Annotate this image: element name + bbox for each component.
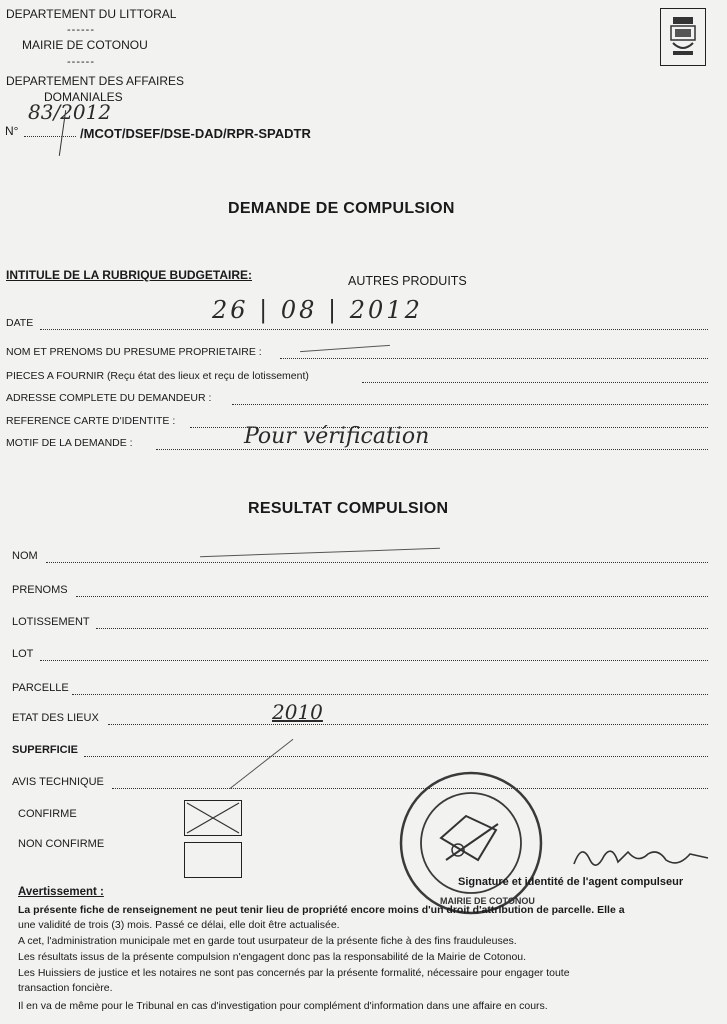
date-label: DATE [6, 317, 34, 329]
result-nom-dots [46, 562, 708, 563]
confirme-label: CONFIRME [18, 808, 77, 820]
warning-paragraph-1a: La présente fiche de renseignement ne peut tenir lieu de propriété encore moins d'un droit d'attribution de parcelle. Elle a [18, 904, 625, 916]
result-lot-dots [40, 660, 708, 661]
header-department: DEPARTEMENT DU LITTORAL [6, 7, 177, 21]
section-title-resultat: RESULTAT COMPULSION [248, 500, 449, 517]
reference-handwritten: 83/2012 [28, 100, 112, 124]
confirme-checkbox[interactable] [184, 800, 242, 836]
address-label: ADRESSE COMPLETE DU DEMANDEUR : [6, 392, 212, 404]
section-title-demande: DEMANDE DE COMPULSION [228, 200, 455, 217]
coat-of-arms-icon [661, 9, 705, 65]
check-cross-icon [185, 801, 241, 835]
result-nom-label: NOM [12, 550, 38, 562]
reference-prefix: N° [5, 124, 19, 138]
header-mairie: MAIRIE DE COTONOU [22, 38, 148, 52]
header-separator: ------ [67, 56, 95, 68]
coat-of-arms-box [660, 8, 706, 66]
motif-handwritten: Pour vérification [244, 424, 430, 449]
warning-paragraph-1b: une validité de trois (3) mois. Passé ce délai, elle doit être actualisée. [18, 919, 340, 931]
redacted-name-mark [300, 345, 390, 352]
motif-label: MOTIF DE LA DEMANDE : [6, 437, 133, 449]
motif-dots [156, 449, 708, 450]
warning-paragraph-4b: transaction foncière. [18, 982, 113, 994]
id-card-label: REFERENCE CARTE D'IDENTITE : [6, 415, 176, 427]
result-lot-label: LOT [12, 648, 34, 660]
reference-dots [24, 136, 76, 137]
rubrique-value: AUTRES PRODUITS [348, 274, 467, 288]
official-stamp [396, 768, 546, 918]
result-lotissement-label: LOTISSEMENT [12, 616, 90, 628]
result-lotissement-dots [96, 628, 708, 629]
result-prenoms-dots [76, 596, 708, 597]
address-dots [232, 404, 708, 405]
reference-code: /MCOT/DSEF/DSE-DAD/RPR-SPADTR [80, 126, 311, 141]
result-superficie-label: SUPERFICIE [12, 744, 79, 756]
header-domaniales: DOMANIALES [44, 90, 123, 104]
owner-name-label: NOM ET PRENOMS DU PRESUME PROPRIETAIRE : [6, 346, 262, 358]
pieces-label: PIECES A FOURNIR (Reçu état des lieux et reçu de lotissement) [6, 370, 309, 382]
warning-paragraph-4a: Les Huissiers de justice et les notaires ne sont pas concernés par la présente formalité, nécessaire pour engager toute [18, 967, 570, 979]
non-confirme-label: NON CONFIRME [18, 838, 105, 850]
non-confirme-checkbox[interactable] [184, 842, 242, 878]
warning-paragraph-3: Les résultats issus de la présente compulsion n'engagent donc pas la responsabilité de la Mairie de Cotonou. [18, 951, 527, 963]
result-avis-label: AVIS TECHNIQUE [12, 776, 104, 788]
agent-signature [568, 838, 718, 878]
header-direction: DEPARTEMENT DES AFFAIRES [6, 74, 185, 88]
header-separator: ------ [67, 24, 95, 36]
pieces-dots [362, 382, 708, 383]
warning-paragraph-2: A cet, l'administration municipale met en garde tout usurpateur de la présente fiche à des fins frauduleuses. [18, 935, 517, 947]
date-handwritten: 26 | 08 | 2012 [212, 296, 423, 324]
result-prenoms-label: PRENOMS [12, 584, 68, 596]
result-parcelle-dots [72, 694, 708, 695]
redacted-nom-mark [200, 548, 440, 557]
stamp-ring-text: MAIRIE DE COTONOU [440, 896, 535, 906]
result-etat-dots [108, 724, 708, 725]
result-superficie-dots [84, 756, 708, 757]
signature-label: Signature et identité de l'agent compulseur [458, 876, 684, 888]
warning-title: Avertissement : [18, 886, 104, 898]
etat-handwritten: 2010 [272, 700, 323, 724]
rubrique-label: INTITULE DE LA RUBRIQUE BUDGETAIRE: [6, 268, 252, 282]
date-dots [40, 329, 708, 330]
avis-slash-line [230, 739, 294, 789]
warning-paragraph-5: Il en va de même pour le Tribunal en cas d'investigation pour complément d'information dans une affaire en cours. [18, 1000, 548, 1012]
result-parcelle-label: PARCELLE [12, 682, 69, 694]
result-etat-label: ETAT DES LIEUX [12, 712, 99, 724]
owner-name-dots [280, 358, 708, 359]
